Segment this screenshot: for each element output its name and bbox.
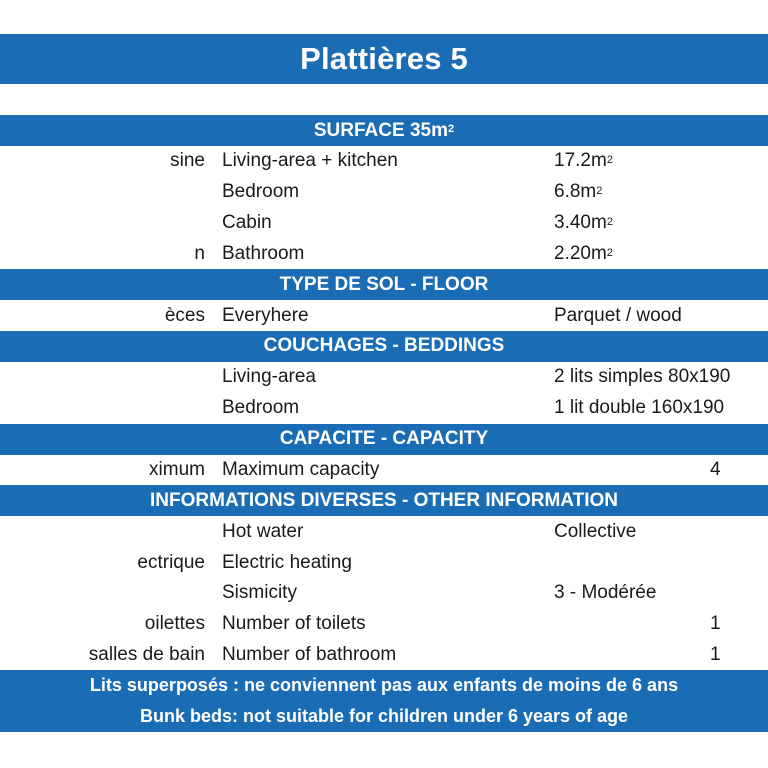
table-row	[0, 578, 768, 609]
en-label: Bedroom	[222, 181, 300, 203]
section-surface-header	[0, 115, 768, 146]
section-surface-title: SURFACE 35m	[313, 119, 448, 141]
warning-line-en: Bunk beds: not suitable for children under 6 years of age	[139, 706, 629, 727]
fr-label: èces	[164, 304, 205, 326]
fr-label	[0, 208, 205, 238]
value: 3 - Modérée	[554, 582, 657, 604]
table-row	[0, 640, 768, 671]
warning-footer	[0, 670, 768, 732]
value: 4	[710, 458, 721, 480]
table-row	[0, 208, 768, 239]
value: 2 lits simples 80x190	[554, 366, 731, 388]
table-row	[0, 146, 768, 177]
en-label: Maximum capacity	[222, 458, 380, 480]
value: Collective	[554, 520, 637, 542]
en-label: Number of bathroom	[222, 643, 397, 665]
fr-label	[0, 177, 205, 207]
value: $3.40m^2$	[554, 211, 613, 233]
section-capacity-header: CAPACITE - CAPACITY	[0, 424, 768, 455]
section-info-header: INFORMATIONS DIVERSES - OTHER INFORMATION	[0, 485, 768, 516]
en-label: Living-area + kitchen	[222, 150, 398, 172]
value: Parquet / wood	[554, 304, 682, 326]
section-surface-title-sup: 2	[447, 122, 455, 135]
table-row	[0, 177, 768, 208]
en-label: Everyhere	[222, 304, 309, 326]
value: 1 lit double 160x190	[554, 397, 725, 419]
table-row	[0, 547, 768, 578]
en-label: Electric heating	[222, 551, 352, 573]
table-row	[0, 238, 768, 269]
en-label: Cabin	[222, 211, 272, 233]
value: $6.8m^2$	[554, 181, 603, 203]
en-label: Bathroom	[222, 242, 305, 264]
section-floor-header: TYPE DE SOL - FLOOR	[0, 269, 768, 300]
table-row	[0, 300, 768, 331]
fr-label: n	[194, 242, 205, 264]
section-beddings-header: COUCHAGES - BEDDINGS	[0, 331, 768, 362]
value: 1	[710, 613, 721, 635]
en-label: Living-area	[222, 366, 316, 388]
fr-label: salles de bain	[88, 643, 205, 665]
info-sheet	[0, 115, 768, 732]
en-label: Number of toilets	[222, 613, 366, 635]
table-row	[0, 516, 768, 547]
value: $17.2m^2$	[554, 150, 613, 172]
en-label: Hot water	[222, 520, 304, 542]
table-row	[0, 393, 768, 424]
value: $2.20m^2$	[554, 242, 613, 264]
fr-label: ectrique	[137, 551, 205, 573]
fr-label	[0, 578, 205, 608]
value: 1	[710, 643, 721, 665]
table-row	[0, 362, 768, 393]
page-title: Plattières 5	[0, 34, 768, 84]
fr-label: sine	[170, 150, 205, 172]
warning-line-fr: Lits superposés : ne conviennent pas aux enfants de moins de 6 ans	[89, 675, 679, 696]
fr-label: ximum	[149, 458, 205, 480]
en-label: Bedroom	[222, 397, 300, 419]
fr-label	[0, 393, 205, 423]
table-row	[0, 455, 768, 486]
fr-label	[0, 517, 205, 547]
table-row	[0, 609, 768, 640]
fr-label: oilettes	[144, 613, 205, 635]
en-label: Sismicity	[222, 582, 297, 604]
fr-label	[0, 362, 205, 392]
